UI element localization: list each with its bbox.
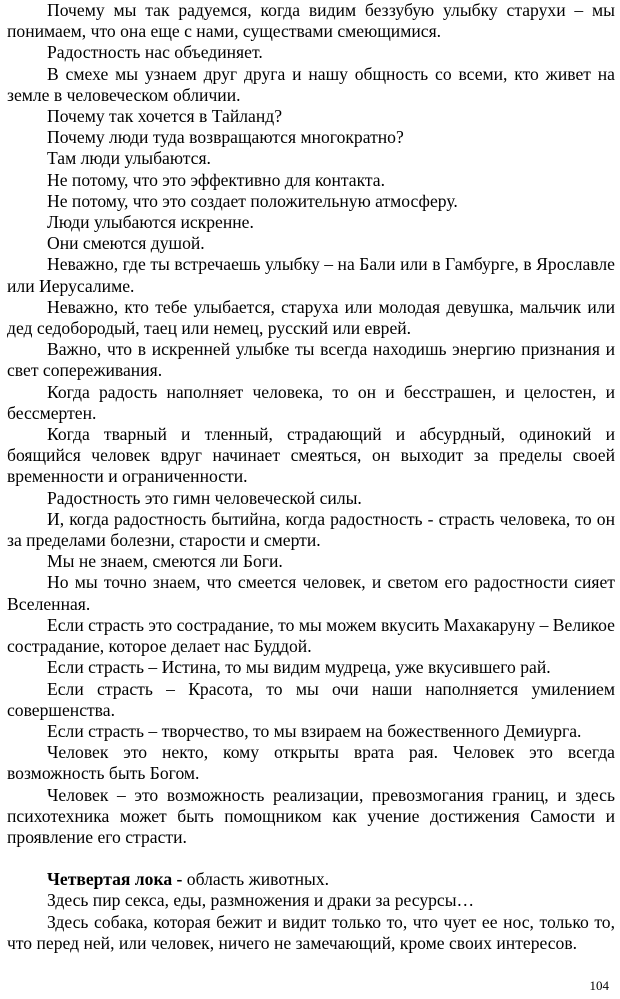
paragraph: Человек это некто, кому открыты врата рая. Человек это всегда возможность быть Богом. <box>7 742 615 784</box>
paragraph: Если страсть – творчество, то мы взираем на божественного Демиурга. <box>47 720 582 741</box>
paragraph: Радостность это гимн человеческой силы. <box>47 487 362 508</box>
paragraph: Почему мы так радуемся, когда видим беззубую улыбку старухи – мы понимаем, что она еще с нами, существами смеющимися. <box>7 0 615 42</box>
paragraph: Когда радость наполняет человека, то он и бесстрашен, и целостен, и бессмертен. <box>7 381 615 423</box>
paragraph: Почему люди туда возвращаются многократно? <box>47 127 404 148</box>
paragraph: Люди улыбаются искренне. <box>47 212 254 233</box>
paragraph: Они смеются душой. <box>47 233 205 254</box>
paragraph: Радостность нас объединяет. <box>47 42 263 63</box>
paragraph: Не потому, что это создает положительную атмосферу. <box>47 190 458 211</box>
main-text <box>7 0 615 848</box>
section-heading <box>7 869 615 890</box>
paragraph: Здесь пир секса, еды, размножения и драки за ресурсы… <box>47 890 475 911</box>
paragraph: Если страсть – Красота, то мы очи наши наполняется умилением совершенства. <box>7 678 615 720</box>
paragraph: Почему так хочется в Тайланд? <box>47 106 283 127</box>
section-fourth-loka <box>7 869 615 954</box>
paragraph: И, когда радостность бытийна, когда радостность - страсть человека, то он за пределами болезни, старости и смерти. <box>7 508 615 551</box>
paragraph: Мы не знаем, смеются ли Боги. <box>47 551 283 572</box>
paragraph: Там люди улыбаются. <box>47 148 211 169</box>
page-number: 104 <box>589 978 609 993</box>
paragraph: В смехе мы узнаем друг друга и нашу общность со всеми, кто живет на земле в человеческом обличии. <box>7 63 615 105</box>
paragraph: Если страсть – Истина, то мы видим мудреца, уже вкусившего рай. <box>47 657 551 678</box>
paragraph: Если страсть это сострадание, то мы можем вкусить Махакаруну – Великое сострадание, которое делает нас Буддой. <box>7 614 615 657</box>
paragraph: Неважно, кто тебе улыбается, старуха или молодая девушка, мальчик или дед седобородый, таец или немец, русский или еврей. <box>7 296 615 339</box>
paragraph: Не потому, что это эффективно для контакта. <box>47 169 385 190</box>
section-gap <box>7 848 615 869</box>
paragraph: Важно, что в искренней улыбке ты всегда находишь энергию признания и свет сопереживания. <box>7 339 615 381</box>
paragraph: Здесь собака, которая бежит и видит только то, что чует ее нос, только то, что перед ней, или человек, ничего не замечающий, кроме своих интересов. <box>7 911 615 953</box>
section-heading-bold: Четвертая лока - <box>47 869 183 890</box>
document-page <box>7 0 615 954</box>
paragraph: Но мы точно знаем, что смеется человек, и светом его радостности сияет Вселенная. <box>7 572 615 614</box>
section-heading-rest: область животных. <box>182 869 330 890</box>
paragraph: Неважно, где ты встречаешь улыбку – на Бали или в Гамбурге, в Ярославле или Иерусалиме. <box>7 254 615 296</box>
paragraph: Когда тварный и тленный, страдающий и абсурдный, одинокий и боящийся человек вдруг начинает смеяться, он выходит за пределы своей временности и ограниченности. <box>7 424 615 487</box>
paragraph: Человек – это возможность реализации, превозмогания границ, и здесь психотехника может быть помощником как учение достижения Самости и проявление его страсти. <box>7 784 615 847</box>
